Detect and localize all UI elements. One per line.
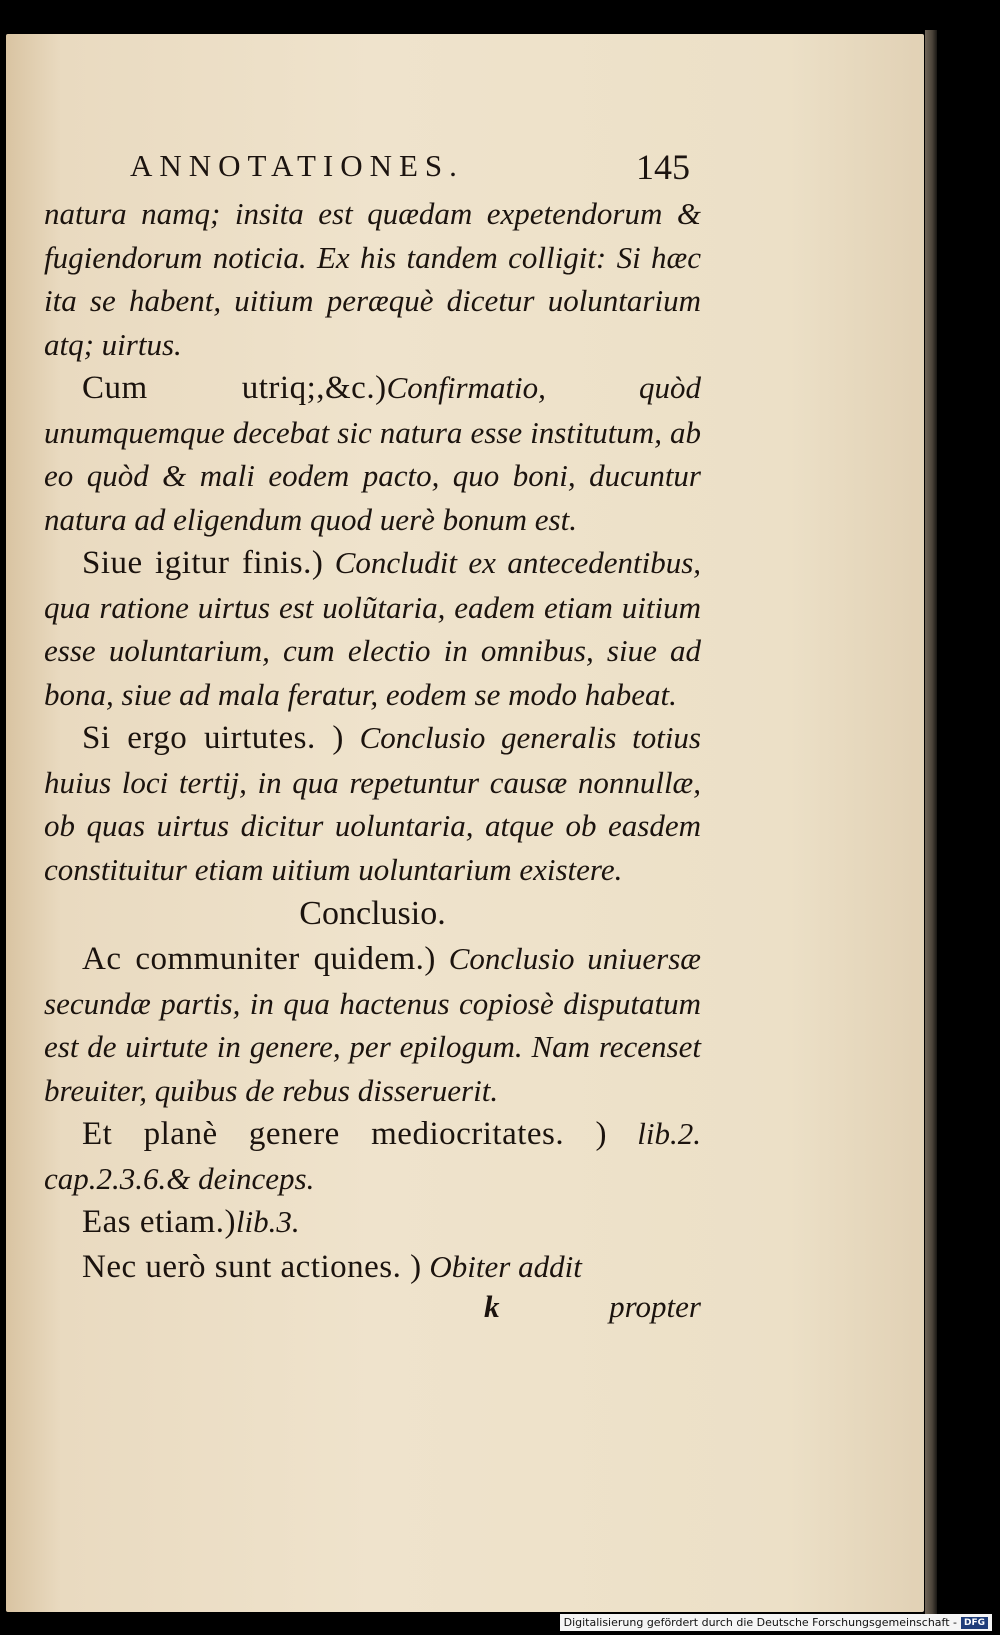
paragraph: [44, 1200, 701, 1245]
running-head-title: ANNOTATIONES.: [130, 148, 464, 183]
paragraph: [44, 1245, 701, 1290]
catchline: [44, 1289, 701, 1333]
credit-text: Digitalisierung gefördert durch die Deutsche Forschungsgemeinschaft -: [563, 1616, 957, 1629]
commentary: Conclusio uniuersæ secundæ partis, in qua hactenus copiosè disputatum est de uirtute in genere, per epilogum. Nam recenset breuiter, quibus de rebus disseruerit.: [44, 941, 701, 1108]
commentary: Conclusio generalis totius huius loci tertij, in qua repetuntur causæ nonnullæ, ob quas uirtus dicitur uoluntaria, atque ob easdem constituitur etiam uitium uoluntarium existere.: [44, 720, 701, 887]
commentary: Confirmatio, quòd unumquemque decebat sic natura esse institutum, ab eo quòd & mali eodem pacto, quo boni, ducuntur natura ad eligendum quod uerè bonum est.: [44, 370, 701, 537]
commentary: lib.3.: [235, 1204, 300, 1239]
commentary: Obiter addit: [421, 1248, 582, 1284]
digitization-credit: [560, 1614, 992, 1631]
lemma: Nec uerò sunt actiones. ): [82, 1248, 422, 1285]
paragraph: [44, 541, 701, 716]
section-heading: Conclusio.: [299, 895, 446, 932]
paragraph: [44, 366, 701, 541]
paragraph: [44, 716, 701, 891]
paragraph: [44, 937, 701, 1112]
running-head: [130, 148, 690, 192]
signature-mark: k: [484, 1289, 500, 1324]
lemma: Et planè genere mediocritates. ): [82, 1116, 607, 1152]
lemma: Si ergo uirtutes. ): [82, 720, 344, 756]
paragraph: natura namq; insita est quædam expetendorum & fugiendorum noticia. Ex his tandem colligit: Si hæc ita se habent, uitium peræquè dicetur uoluntarium atq; uirtus.: [44, 196, 701, 362]
dfg-logo: DFG: [961, 1617, 988, 1629]
page-number: 145: [636, 147, 690, 187]
paragraph: [44, 1112, 701, 1200]
catchword: propter: [609, 1289, 701, 1324]
lemma: Cum utriq;,&c.): [82, 370, 387, 406]
lemma: Ac communiter quidem.): [82, 941, 436, 977]
page-edge: [925, 30, 937, 1615]
commentary: lib.2. cap.2.3.6.& deinceps.: [44, 1116, 701, 1196]
lemma: Siue igitur finis.): [82, 545, 324, 581]
lemma: Eas etiam.): [82, 1204, 236, 1240]
page-text: [44, 192, 701, 1333]
commentary: Concludit ex antecedentibus, qua ratione uirtus est uolũtaria, eadem etiam uitium esse uoluntarium, cum electio in omnibus, siue ad bona, siue ad mala feratur, eodem se modo habeat.: [44, 545, 702, 712]
